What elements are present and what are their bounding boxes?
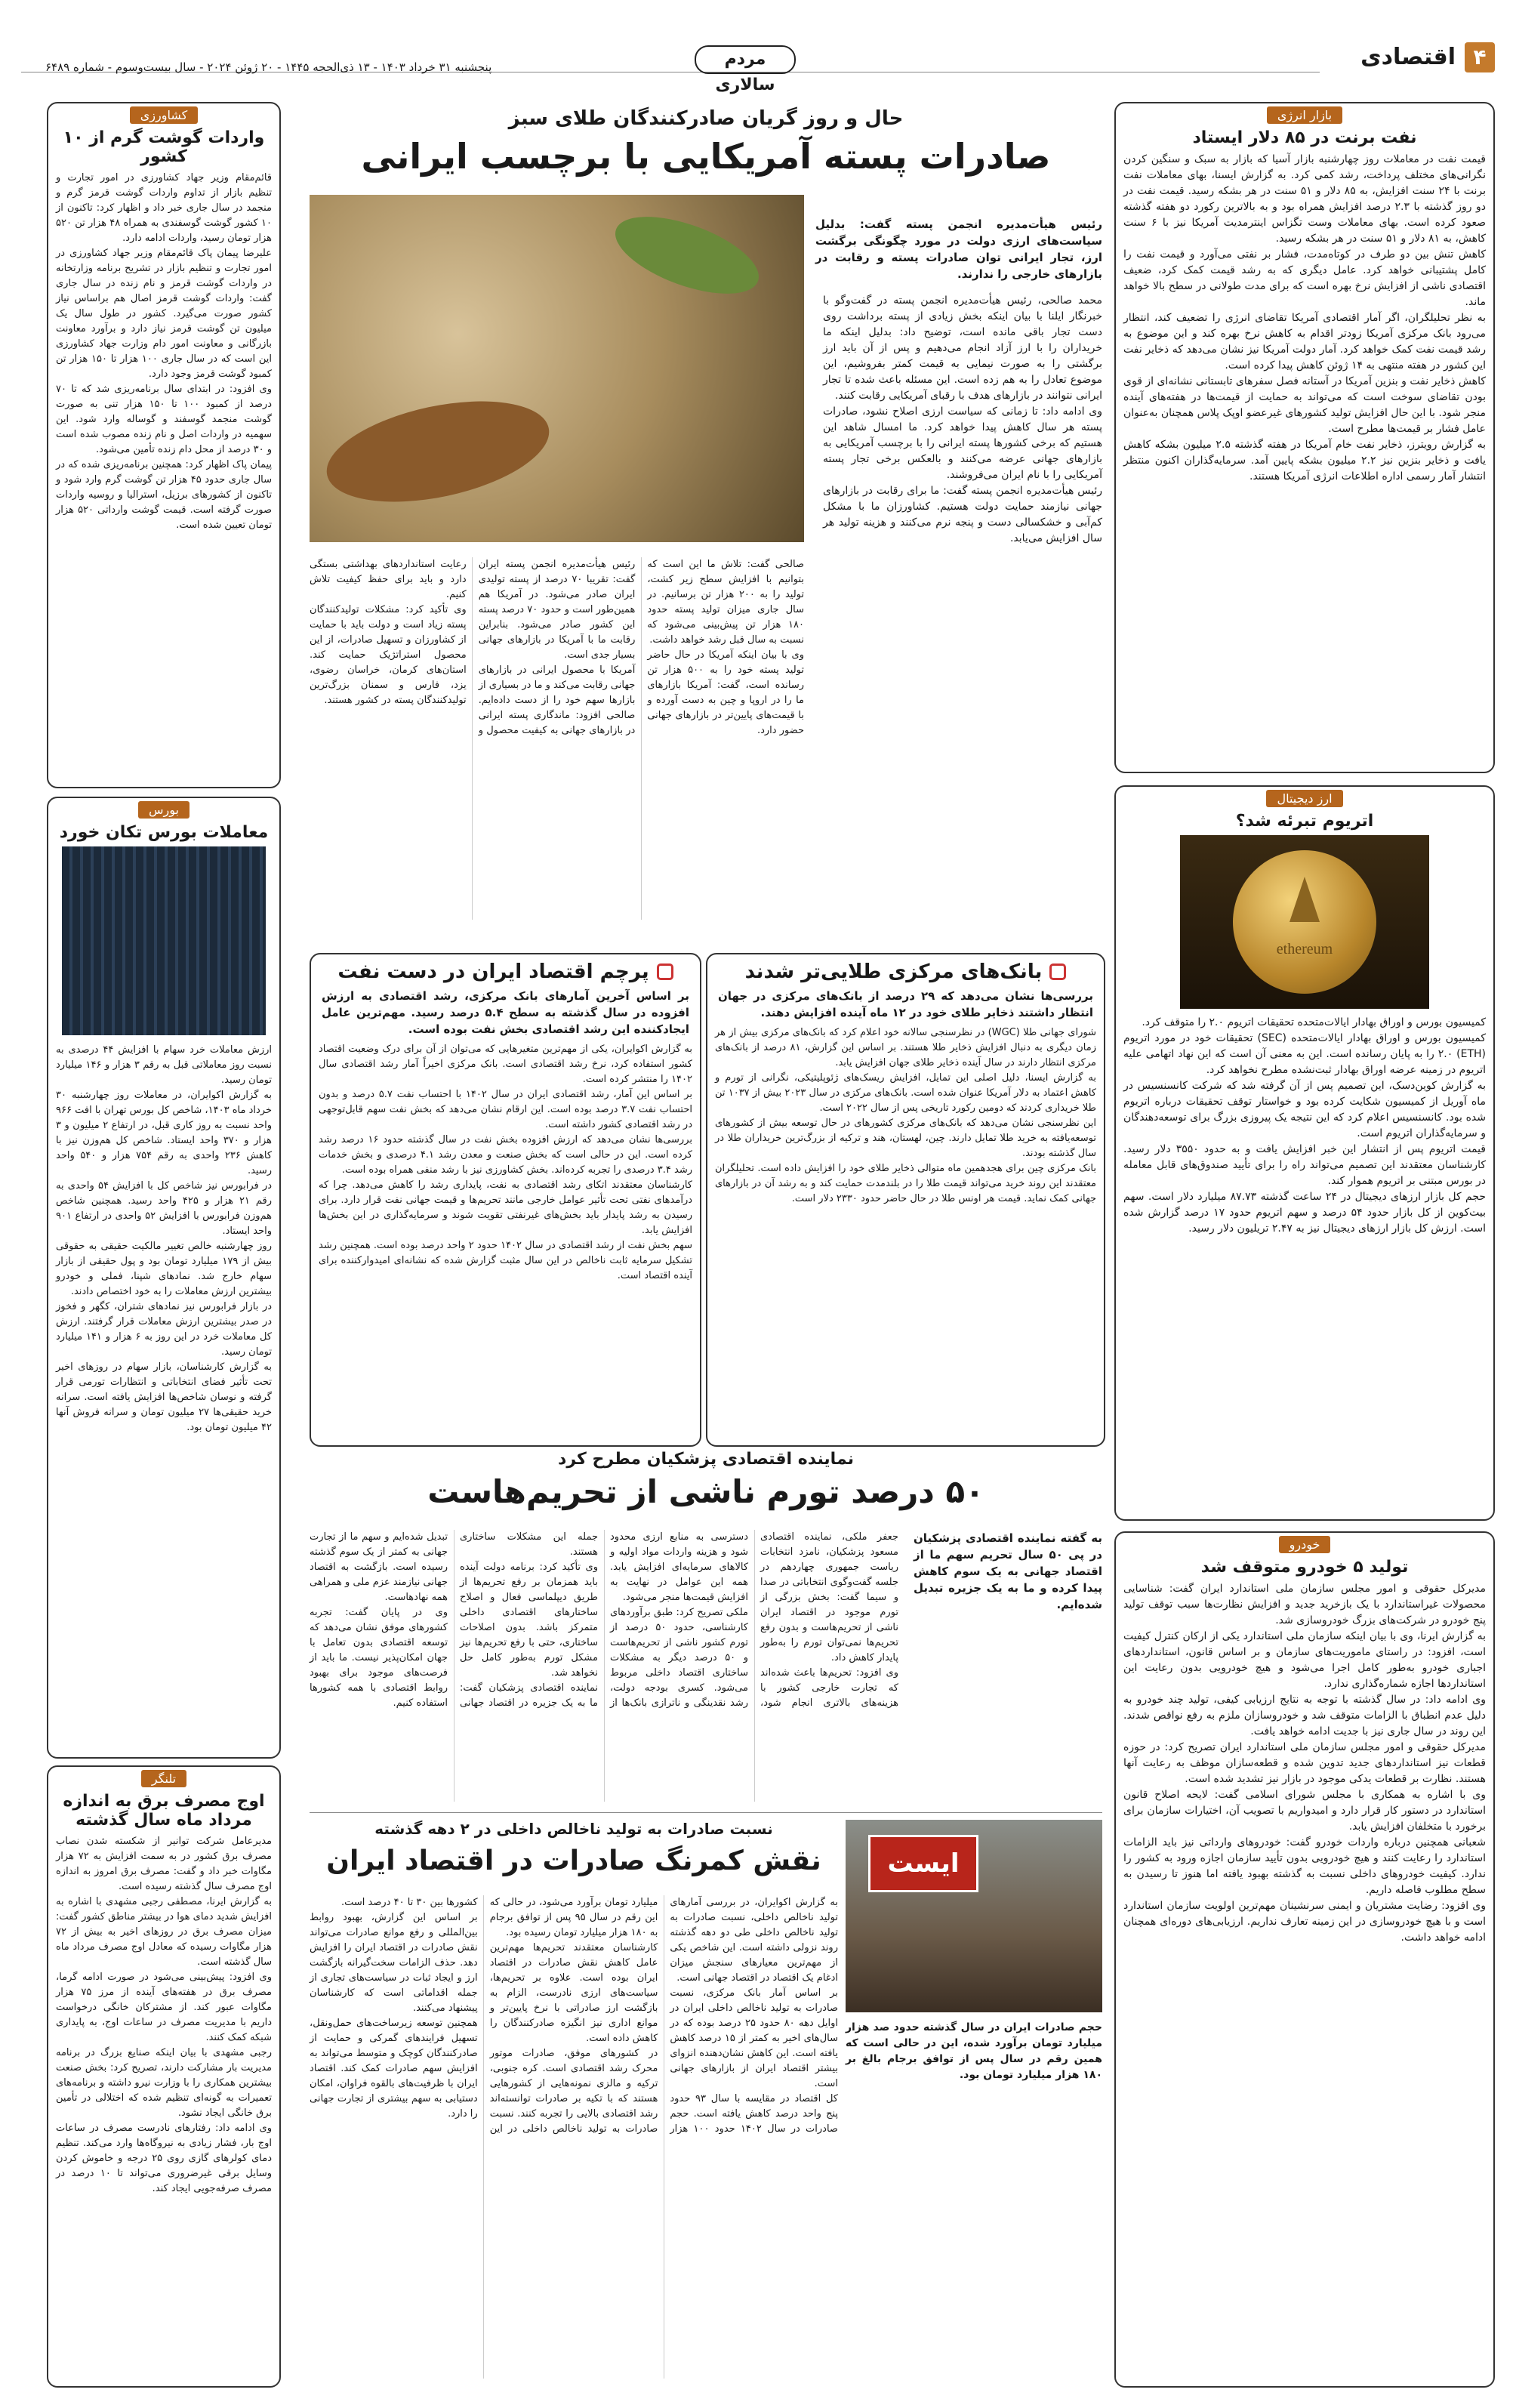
page-number: ۴	[1465, 42, 1495, 72]
power-kicker: تلنگر	[141, 1770, 186, 1787]
export-article	[310, 1812, 1102, 2386]
iran-econ-lead: بر اساس آخرین آمارهای بانک مرکزی، رشد اقتصادی به ارزش افزوده در سال گذشته به سطح ۵.۴ درصد رسید. مهم‌ترین عامل ایجادکننده این رشد اقتصادی بخش نفت بوده است.	[322, 989, 690, 1036]
iran-econ-article	[310, 953, 701, 1447]
ethereum-coin-image	[1180, 835, 1429, 1009]
bourse-body: ارزش معاملات خرد سهام با افزایش ۴۴ درصدی به نسبت روز معاملاتی قبل به رقم ۳ هزار و ۱۴۶ میلیارد تومان رسید. به گزارش اکوایران، در معاملات روز چهارشنبه ۳۰ خرداد ماه ۱۴۰۳، شاخص کل بورس تهران با افت ۹۶۶ واحد نسبت به روز کاری قبل، در ارتفاع ۲ میلیون و ۳ هزار و ۳۷۰ واحد ایستاد. شاخص کل هم‌وزن نیز با کاهش ۲۳۶ واحدی به رقم ۷۵۴ هزار و ۵۴۰ واحد رسید. در فرابورس نیز شاخص کل با افزایش ۵۴ واحدی به رقم ۲۱ هزار و ۴۲۵ واحد رسید. همچنین شاخص هم‌وزن فرابورس با افزایش ۵۲ واحدی در ارتفاع ۹۰۱ واحد ایستاد. روز چهارشنبه خالص تغییر مالکیت حقیقی به حقوقی بیش از ۱۷۹ میلیارد تومان بود و پول حقیقی از بازار سهام خارج شد. نمادهای شپنا، فملی و خودرو بیشترین ارزش معاملات را به خود اختصاص دادند. در بازار فرابورس نیز نمادهای شتران، کگهر و فخوز در صدر بیشترین ارزش معاملات قرار گرفتند. ارزش کل معاملات خرد در این روز به ۶ هزار و ۱۴۱ میلیارد تومان رسید. به گزارش کارشناسان، بازار سهام در روزهای اخیر تحت تأثیر فضای انتخاباتی و انتظارات تورمی قرار گرفته و نوسان شاخص‌ها افزایش یافته است. سرانه خرید حقیقی‌ها ۲۷ میلیون تومان و سرانه فروش آنها ۴۲ میلیون تومان بود.	[56, 1044, 273, 1433]
inflation-article	[310, 1450, 1102, 1805]
export-photo	[846, 1820, 1102, 2012]
pistachio-photo	[310, 195, 804, 542]
bourse-headline: معاملات بورس تکان خورد	[59, 823, 269, 842]
crypto-kicker: ارز دیجیتال	[1266, 790, 1342, 807]
power-headline: اوج مصرف برق به اندازه مرداد ماه سال گذشته	[63, 1792, 265, 1830]
car-article	[1114, 1531, 1495, 2388]
bourse-kicker: بورس	[138, 801, 190, 819]
dateline: پنجشنبه ۳۱ خرداد ۱۴۰۳ - ۱۳ ذی‌الحجه ۱۴۴۵ - ۲۰ ژوئن ۲۰۲۴ - سال بیست‌وسوم - شماره ۶۴۸۹	[45, 60, 492, 74]
pistachio-main-body: صالحی گفت: تلاش ما این است که بتوانیم با افزایش سطح زیر کشت، تولید را به ۲۰۰ هزار تن برسانیم. در سال جاری میزان تولید پسته حدود ۱۸۰ هزار تن پیش‌بینی می‌شود که نسبت به سال قبل رشد خواهد داشت. وی با بیان اینکه آمریکا در حال حاضر تولید پسته خود را به ۵۰۰ هزار تن رسانده است، گفت: آمریکا بازارهای ما را در اروپا و چین به دست آورده و با قیمت‌های پایین‌تر در بازارهای جهانی حضور دارد. رئیس هیأت‌مدیره انجمن پسته ایران گفت: تقریبا ۷۰ درصد از پسته تولیدی ایران صادر می‌شود. در آمریکا هم همین‌طور است و حدود ۷۰ درصد پسته این کشور صادر می‌شود. بنابراین رقابت ما با آمریکا در بازارهای جهانی بسیار جدی است. آمریکا با محصول ایرانی در بازارهای جهانی رقابت می‌کند و ما در بسیاری از بازارها سهم خود را از دست داده‌ایم. صالحی افزود: ماندگاری پسته ایرانی در بازارهای جهانی به کیفیت محصول و رعایت استانداردهای بهداشتی بستگی دارد و باید برای حفظ کیفیت تلاش کنیم. وی تأکید کرد: مشکلات تولیدکنندگان پسته زیاد است و دولت باید با حمایت از کشاورزان و تسهیل صادرات، از این محصول استراتژیک حمایت کند. استان‌های کرمان، خراسان رضوی، یزد، فارس و سمنان بزرگ‌ترین تولیدکنندگان پسته در کشور هستند.	[310, 559, 804, 736]
bourse-article	[47, 797, 281, 1759]
export-body: به گزارش اکوایران، در بررسی آمارهای تولید ناخالص داخلی، نسبت صادرات به تولید ناخالص داخلی طی دو دهه گذشته روند نزولی داشته است. این شاخص یکی از مهم‌ترین معیارهای سنجش میزان ادغام یک اقتصاد در اقتصاد جهانی است. بر اساس آمار بانک مرکزی، نسبت صادرات به تولید ناخالص داخلی ایران در اوایل دهه ۸۰ حدود ۲۵ درصد بوده که در سال‌های اخیر به کمتر از ۱۵ درصد کاهش یافته است. این کاهش نشان‌دهنده انزوای بیشتر اقتصاد ایران از بازارهای جهانی است. کل اقتصاد در مقایسه با سال ۹۳ حدود پنج واحد درصد کاهش یافته است. حجم صادرات در سال ۱۴۰۲ حدود ۱۰۰ هزار میلیارد تومان برآورد می‌شود، در حالی که این رقم در سال ۹۵ پس از توافق برجام به ۱۸۰ هزار میلیارد تومان رسیده بود. کارشناسان معتقدند تحریم‌ها مهم‌ترین عامل کاهش نقش صادرات در اقتصاد ایران بوده است. علاوه بر تحریم‌ها، سیاست‌های ارزی نادرست، الزام به بازگشت ارز صادراتی با نرخ پایین‌تر و موانع اداری نیز انگیزه صادرکنندگان را کاهش داده است. در کشورهای موفق، صادرات موتور محرک رشد اقتصادی است. کره جنوبی، ترکیه و مالزی نمونه‌هایی از کشورهایی هستند که با تکیه بر صادرات توانسته‌اند رشد اقتصادی بالایی را تجربه کنند. نسبت صادرات به تولید ناخالص داخلی در این کشورها بین ۳۰ تا ۴۰ درصد است. بر اساس این گزارش، بهبود روابط بین‌المللی و رفع موانع صادرات می‌تواند نقش صادرات در اقتصاد ایران را افزایش دهد. حذف الزامات سخت‌گیرانه بازگشت ارز و ایجاد ثبات در سیاست‌های تجاری از جمله اقداماتی است که کارشناسان پیشنهاد می‌کنند. همچنین توسعه زیرساخت‌های حمل‌ونقل، تسهیل فرایندهای گمرکی و حمایت از صادرکنندگان کوچک و متوسط می‌تواند به افزایش سهم صادرات کمک کند. اقتصاد ایران با ظرفیت‌های بالقوه فراوان، امکان دستیابی به سهم بیشتری از تجارت جهانی را دارد.	[310, 1897, 838, 2135]
stop-sign: ایست	[868, 1835, 978, 1892]
car-body: مدیرکل حقوقی و امور مجلس سازمان ملی استاندارد ایران گفت: شناسایی محصولات غیراستاندارد با یک بازخرید جدید و افزایش نظارت‌ها سبب توقف تولید پنج خودرو در شرکت‌های بزرگ خودروسازی شد. به گزارش ایرنا، وی با بیان اینکه سازمان ملی استاندارد یکی از ارکان کنترل کیفیت است، افزود: در راستای ماموریت‌های سازمان و بر اساس قانون، استانداردهای اجباری خودرو به‌طور کامل اجرا می‌شود و هیچ خودرویی بدون رعایت این استانداردها اجازه شماره‌گذاری ندارد. وی ادامه داد: در سال گذشته با توجه به نتایج ارزیابی کیفی، تولید چند خودرو به دلیل عدم انطباق با الزامات متوقف شد و خودروسازان ملزم به رفع نواقص شدند. این روند در سال جاری نیز با جدیت ادامه خواهد یافت. مدیرکل حقوقی و امور مجلس سازمان ملی استاندارد ایران تصریح کرد: در حوزه قطعات نیز استانداردهای جدید تدوین شده و قطعه‌سازان موظف به رعایت آنها هستند. نظارت بر قطعات یدکی موجود در بازار نیز تشدید شده است. وی با اشاره به همکاری با مجلس شورای اسلامی گفت: لایحه اصلاح قانون استاندارد در دستور کار قرار دارد و امیدواریم با تصویب آن، اختیارات سازمان برای برخورد با متخلفان افزایش یابد. شعبانی همچنین درباره واردات خودرو گفت: خودروهای وارداتی نیز باید الزامات استاندارد را رعایت کنند و هیچ خودرویی بدون تأیید سازمان اجازه ورود به کشور را ندارد. کیفیت خودروهای داخلی نسبت به گذشته بهبود یافته اما هنوز تا رسیدن به سطح مطلوب فاصله داریم. وی افزود: رضایت مشتریان و ایمنی سرنشینان مهم‌ترین اولویت سازمان استاندارد است و با هیچ خودروسازی در این زمینه تعارف نداریم. ارزیابی‌های دوره‌ای همچنان ادامه خواهد داشت.	[1123, 1583, 1487, 1944]
pistachio-headline: صادرات پسته آمریکایی با برچسب ایرانی	[361, 136, 1051, 177]
meat-headline: واردات گوشت گرم از ۱۰ کشور	[63, 128, 265, 166]
inflation-headline: ۵۰ درصد تورم ناشی از تحریم‌هاست	[427, 1473, 984, 1510]
pistachio-supertitle: حال و روز گریان صادرکنندگان طلای سبز	[508, 107, 904, 130]
bullet-icon	[1049, 964, 1066, 980]
power-body: مدیرعامل شرکت توانیر از شکسته شدن نصاب مصرف برق کشور در به سمت افزایش به ۷۲ هزار مگاوات خبر داد و گفت: مصرف برق امروز به اندازه اوج مصرف سال گذشته رسیده است. به گزارش ایرنا، مصطفی رجبی مشهدی با اشاره به افزایش شدید دمای هوا در بیشتر مناطق کشور گفت: میزان مصرف برق در روزهای اخیر به بیش از ۷۲ هزار مگاوات رسیده که معادل اوج مصرف مرداد ماه سال گذشته است. وی افزود: پیش‌بینی می‌شود در صورت ادامه گرما، مصرف برق در هفته‌های آینده از مرز ۷۵ هزار مگاوات عبور کند. از مشترکان خانگی درخواست داریم با مدیریت مصرف در ساعات اوج، به پایداری شبکه کمک کنند. رجبی مشهدی با بیان اینکه صنایع بزرگ در برنامه مدیریت بار مشارکت دارند، تصریح کرد: بخش صنعت بیشترین همکاری را با وزارت نیرو داشته و برنامه‌های تعمیرات به گونه‌ای تنظیم شده که اختلالی در تأمین برق خانگی ایجاد نشود. وی ادامه داد: رفتارهای نادرست مصرف در ساعات اوج بار، فشار زیادی به نیروگاه‌ها وارد می‌کند. تنظیم دمای کولرهای گازی روی ۲۵ درجه و خاموش کردن وسایل برقی غیرضروری می‌تواند تا ۱۰ درصد در مصرف صرفه‌جویی ایجاد کند.	[56, 1836, 273, 2194]
inflation-lead: به گفته نماینده اقتصادی پزشکیان در پی ۵۰ سال تحریم سهم ما از اقتصاد جهانی به یک سوم کاهش پیدا کرده و ما به یک جزیره تبدیل شده‌ایم.	[914, 1531, 1102, 1611]
export-caption: حجم صادرات ایران در سال گذشته حدود صد هزار میلیارد تومان برآورد شده، این در حالی است که همین رقم در سال پس از توافق برجام بالغ بر ۱۸۰ هزار میلیارد تومان بود.	[846, 2021, 1102, 2081]
page-header	[0, 0, 1516, 94]
gold-article	[706, 953, 1105, 1447]
oil-body: قیمت نفت در معاملات روز چهارشنبه بازار آسیا که بازار به سبک و سنگین کردن نگرانی‌های مختلف پرداخت، رشد کمی کرد. به گزارش ایسنا، بهای معاملات نفت برنت با ۲۴ سنت افزایش، به ۸۵ دلار و ۵۱ سنت در هر بشکه رسید. قیمت نفت در دو روز گذشته با ۲.۳ درصد افزایش همراه بود و به بالاترین رکورد دو هفته گذشته صعود کرده است. بهای معاملات وست تگزاس اینترمدیت آمریکا نیز با ۶ سنت کاهش، به ۸۱ دلار و ۵۱ سنت در هر بشکه رسید. کاهش تنش بین دو طرف در کوتاه‌مدت، فشار بر نفتی می‌آورد و قیمت نفت را کامل پشتیبانی خواهد کرد. عامل دیگری که به رشد قیمت کمک کرد، ضعیف اقتصادی ناشی از افزایش نرخ بهره است که برای مدت طولانی در سطح بالا خواهد ماند. به نظر تحلیلگران، اگر آمار اقتصادی آمریکا تقاضای انرژی را تضعیف کند، انتظار می‌رود بانک مرکزی آمریکا زودتر اقدام به کاهش نرخ بهره کند و این موضوع به رشد قیمت نفت کمک خواهد کرد. آمار دولت آمریکا نیز نشان می‌دهد که ذخایر نفت این کشور در هفته منتهی به ۱۴ ژوئن کاهش پیدا کرده است. کاهش ذخایر نفت و بنزین آمریکا در آستانه فصل سفرهای تابستانی نشانه‌ای از قوی بودن تقاضای سوخت است که می‌تواند به حمایت از قیمت‌ها در هفته‌های آینده منجر شود. با این حال افزایش تولید کشورهای غیرعضو اوپک پلاس همچنان به‌عنوان عامل فشار بر قیمت‌ها مطرح است. به گزارش رویترز، ذخایر نفت خام آمریکا در هفته گذشته ۲.۵ میلیون بشکه کاهش یافت و ذخایر بنزین نیز ۲.۲ میلیون بشکه پایین آمد. سرمایه‌گذاران اکنون منتظر انتشار آمار رسمی اداره اطلاعات انرژی آمریکا هستند.	[1123, 153, 1487, 483]
export-supertitle: نسبت صادرات به تولید ناخالص داخلی در ۲ دهه گذشته	[374, 1820, 773, 1838]
oil-kicker: بازار انرژی	[1267, 106, 1342, 124]
export-headline: نقش کمرنگ صادرات در اقتصاد ایران	[326, 1845, 821, 1876]
iran-econ-headline: پرچم اقتصاد ایران در دست نفت	[337, 960, 649, 983]
section-title: اقتصادی	[1360, 44, 1456, 70]
meat-kicker: کشاورزی	[130, 106, 198, 124]
meat-body: قائم‌مقام وزیر جهاد کشاورزی در امور تجارت و تنظیم بازار از تداوم واردات گوشت قرمز گرم و منجمد در سال جاری خبر داد و اظهار کرد: تاکنون از ۱۰ کشور گوشت گوسفندی به همراه ۴۸ هزار تن ۵۲۰ هزار تومان رسید، واردات ادامه دارد. علیرضا پیمان پاک قائم‌مقام وزیر جهاد کشاورزی در امور تجارت و تنظیم بازار در تشریح برنامه وزارتخانه در واردات گوشت قرمز و نام زنده در سال جاری گفت: واردات گوشت قرمز اصال هم براساس نیاز کشور صورت می‌گیرد. کشور در طول سال یک میلیون تن گوشت قرمز نیاز دارد و برآورد معاونت بازرگانی و معاونت امور دام وزارت جهاد کشاورزی این است که در سال جاری ۱۰۰ هزار تا ۱۵۰ هزار تن کمبود گوشت قرمز وجود دارد. وی افزود: در ابتدای سال برنامه‌ریزی شد که تا ۷۰ درصد از کمبود ۱۰۰ تا ۱۵۰ هزار تنی به صورت گوشت منجمد گوسفند و گوساله وارد شود. این سهمیه در واردات اصل و نام زنده مصوب شده است و ۳۰ درصد از محل دام زنده تأمین می‌شود. پیمان پاک اظهار کرد: همچنین برنامه‌ریزی شده که در سال جاری حدود ۴۵ هزار تن گوشت گرم وارد شود و تاکنون از کشورهای برزیل، استرالیا و روسیه واردات صورت گرفته است. قیمت گوشت وارداتی ۵۲۰ هزار تومان تعیین شده است.	[56, 172, 273, 531]
car-kicker: خودرو	[1279, 1536, 1331, 1553]
pistachio-side-body: محمد صالحی، رئیس هیأت‌مدیره انجمن پسته در گفت‌وگو با خبرنگار ایلنا با بیان اینکه بخش زیادی از پسته برداشت روی دست تجار باقی مانده است، توضیح داد: بدلیل اینکه ما خریداران را با ارز آزاد انجام می‌دهیم و پس از آن باید ارز برگشتی را به صورت نیمایی به قیمت کمتر بفروشیم، این موضوع تعادل را به هم زده است. این مسئله باعث شده تا تجار ایرانی نتوانند در بازارهای هدف با رقبای آمریکایی رقابت کنند. وی ادامه داد: تا زمانی که سیاست ارزی اصلاح نشود، صادرات پسته هر سال کاهش پیدا خواهد کرد. ما امسال شاهد این هستیم که برخی کشورها پسته ایرانی را با برچسب آمریکایی به بازارهای جهانی عرضه می‌کنند و بالعکس برخی تجار پسته آمریکایی را با نام ایران می‌فروشند. رئیس هیأت‌مدیره انجمن پسته گفت: ما برای رقابت در بازارهای جهانی نیازمند حمایت دولت هستیم. کشاورزان ما با مشکل کم‌آبی و خشکسالی دست و پنجه نرم می‌کنند و هزینه تولید هر سال افزایش می‌یابد.	[823, 294, 1103, 544]
car-headline: تولید ۵ خودرو متوقف شد	[1200, 1558, 1409, 1577]
oil-article	[1114, 102, 1495, 773]
iran-econ-body: به گزارش اکوایران، یکی از مهم‌ترین متغیرهایی که می‌توان از آن برای درک وضعیت اقتصاد کشور استفاده کرد، نرخ رشد اقتصادی است. بانک مرکزی اخیراً آمار رشد اقتصادی سال ۱۴۰۲ را منتشر کرده است. بر اساس این آمار، رشد اقتصادی ایران در سال ۱۴۰۲ با احتساب نفت ۵.۷ درصد و بدون احتساب نفت ۳.۷ درصد بوده است. این ارقام نشان می‌دهد که بخش نفت سهم قابل‌توجهی در رشد اقتصادی کشور داشته است. بررسی‌ها نشان می‌دهد که ارزش افزوده بخش نفت در سال گذشته حدود ۱۶ درصد رشد کرده است. این در حالی است که بخش صنعت و معدن رشد ۴.۱ درصدی و بخش خدمات رشد ۳.۴ درصدی را تجربه کرده‌اند. بخش کشاورزی نیز با رشد منفی همراه بوده است. کارشناسان معتقدند اتکای رشد اقتصادی به نفت، پایداری رشد را کاهش می‌دهد. چرا که درآمدهای نفتی تحت تأثیر عوامل خارجی مانند تحریم‌ها و قیمت جهانی نفت قرار دارد. برای رسیدن به رشد پایدار باید بخش‌های غیرنفتی تقویت شوند و سرمایه‌گذاری در این بخش‌ها افزایش یابد. سهم بخش نفت از رشد اقتصادی در سال ۱۴۰۲ حدود ۲ واحد درصد بوده است. همچنین رشد تشکیل سرمایه ثابت ناخالص در این سال مثبت گزارش شده که نشانه‌ای امیدوارکننده برای آینده اقتصاد است.	[319, 1044, 693, 1281]
crypto-body: کمیسیون بورس و اوراق بهادار ایالات‌متحده تحقیقات اتریوم ۲.۰ را متوقف کرد. کمیسیون بورس و اوراق بهادار ایالات‌متحده (SEC) تحقیقات خود در مورد اتریوم (ETH) ۲.۰ را به پایان رسانده است. این به معنی آن است که این نهاد اتهامی علیه اتریوم در زمینه عرضه اوراق بهادار ثبت‌نشده مطرح نخواهد کرد. به گزارش کوین‌دسک، این تصمیم پس از آن گرفته شد که شرکت کانسنسیس در ماه آوریل از کمیسیون شکایت کرده بود و خواستار توقف تحقیقات درباره اتریوم شده بود. کانسنسیس اعلام کرد که این نتیجه یک پیروزی بزرگ برای توسعه‌دهندگان و سرمایه‌گذاران اتریوم است. قیمت اتریوم پس از انتشار این خبر افزایش یافت و به حدود ۳۵۵۰ دلار رسید. کارشناسان معتقدند این تصمیم می‌تواند راه را برای تأیید صندوق‌های قابل معامله در بورس مبتنی بر اتریوم هموار کند. حجم کل بازار ارزهای دیجیتال در ۲۴ ساعت گذشته ۸۷.۷۳ میلیارد دلار است. سهم بیت‌کوین از کل بازار حدود ۵۴ درصد و سهم اتریوم حدود ۱۷ درصد گزارش شده است. ارزش کل بازار ارزهای دیجیتال نیز به ۲.۴۷ تریلیون دلار رسید.	[1123, 1016, 1487, 1235]
crypto-headline: اتریوم تبرئه شد؟	[1235, 812, 1374, 831]
pistachio-article	[310, 104, 1102, 950]
gold-lead: بررسی‌ها نشان می‌دهد که ۲۹ درصد از بانک‌های مرکزی در جهان انتظار داشتند ذخایر طلای خود در ۱۲ ماه آینده افزایش دهند.	[718, 989, 1093, 1019]
inflation-supertitle: نماینده اقتصادی پزشکیان مطرح کرد	[558, 1450, 854, 1469]
crypto-article	[1114, 785, 1495, 1521]
coin-label: ethereum	[1276, 941, 1333, 957]
oil-headline: نفت برنت در ۸۵ دلار ایستاد	[1192, 128, 1417, 147]
gold-body: شورای جهانی طلا (WGC) در نظرسنجی سالانه خود اعلام کرد که بانک‌های مرکزی بیش از هر زمان دیگری به دنبال افزایش ذخایر طلا هستند. بر اساس این گزارش، ۸۱ درصد از بانک‌های مرکزی انتظار دارند در سال آینده ذخایر طلای جهان افزایش یابد. به گزارش ایسنا، دلیل اصلی این تمایل، افزایش ریسک‌های ژئوپلیتیکی، نگرانی از تورم و کاهش اعتماد به دلار آمریکا عنوان شده است. بانک‌های مرکزی در سال ۲۰۲۳ بیش از ۱۰۳۷ تن طلا خریداری کردند که دومین رکورد تاریخی پس از سال ۲۰۲۲ است. این نظرسنجی نشان می‌دهد که بانک‌های مرکزی کشورهای در حال توسعه بیش از کشورهای توسعه‌یافته به خرید طلا تمایل دارند. چین، لهستان، هند و ترکیه از بزرگ‌ترین خریداران طلا در سال گذشته بودند. بانک مرکزی چین برای هجدهمین ماه متوالی ذخایر طلای خود را افزایش داده است. تحلیلگران معتقدند این روند خرید می‌تواند قیمت طلا را در بلندمدت حمایت کند و به رشد آن در بازارهای جهانی کمک نماید. قیمت هر اونس طلا در حال حاضر حدود ۲۳۳۰ دلار است.	[715, 1027, 1097, 1204]
eth-logo-icon	[1290, 877, 1320, 922]
inflation-body: جعفر ملکی، نماینده اقتصادی مسعود پزشکیان، نامزد انتخابات ریاست جمهوری چهاردهم در جلسه گفت‌وگوی انتخاباتی در صدا و سیما گفت: بخش بزرگی از تورم موجود در اقتصاد ایران ناشی از تحریم‌هاست و بدون رفع تحریم‌ها نمی‌توان تورم را به‌طور پایدار کاهش داد. وی افزود: تحریم‌ها باعث شده‌اند که تجارت خارجی کشور با هزینه‌های بالاتری انجام شود، دسترسی به منابع ارزی محدود شود و هزینه واردات مواد اولیه و کالاهای سرمایه‌ای افزایش یابد. همه این عوامل در نهایت به افزایش قیمت‌ها منجر می‌شود. ملکی تصریح کرد: طبق برآوردهای کارشناسی، حدود ۵۰ درصد از تورم کشور ناشی از تحریم‌هاست و ۵۰ درصد دیگر به مشکلات ساختاری اقتصاد داخلی مربوط می‌شود. کسری بودجه دولت، رشد نقدینگی و ناترازی بانک‌ها از جمله این مشکلات ساختاری هستند. وی تأکید کرد: برنامه دولت آینده باید همزمان بر رفع تحریم‌ها از طریق دیپلماسی فعال و اصلاح ساختارهای اقتصادی داخلی متمرکز باشد. بدون اصلاحات ساختاری، حتی با رفع تحریم‌ها نیز مشکل تورم به‌طور کامل حل نخواهد شد. نماینده اقتصادی پزشکیان گفت: ما به یک جزیره در اقتصاد جهانی تبدیل شده‌ایم و سهم ما از تجارت جهانی به کمتر از یک سوم گذشته رسیده است. بازگشت به اقتصاد جهانی نیازمند عزم ملی و همراهی همه نهادهاست. وی در پایان گفت: تجربه کشورهای موفق نشان می‌دهد که توسعه اقتصادی بدون تعامل با جهان امکان‌پذیر نیست. ما باید از فرصت‌های موجود برای بهبود روابط اقتصادی با همه کشورها استفاده کنیم.	[310, 1531, 898, 1709]
stock-board-image	[62, 846, 266, 1035]
power-article	[47, 1765, 281, 2388]
newspaper-logo: مردم سالاری	[695, 45, 796, 74]
meat-article	[47, 102, 281, 788]
gold-headline: بانک‌های مرکزی طلایی‌تر شدند	[744, 960, 1043, 983]
bullet-icon	[657, 964, 673, 980]
pistachio-lead: رئیس هیأت‌مدیره انجمن پسته گفت: بدلیل سیاست‌های ارزی دولت در مورد چگونگی برگشت ارز، تجار ایرانی توان صادرات پسته و رقابت در بازارهای خارجی را ندارند.	[815, 217, 1102, 281]
